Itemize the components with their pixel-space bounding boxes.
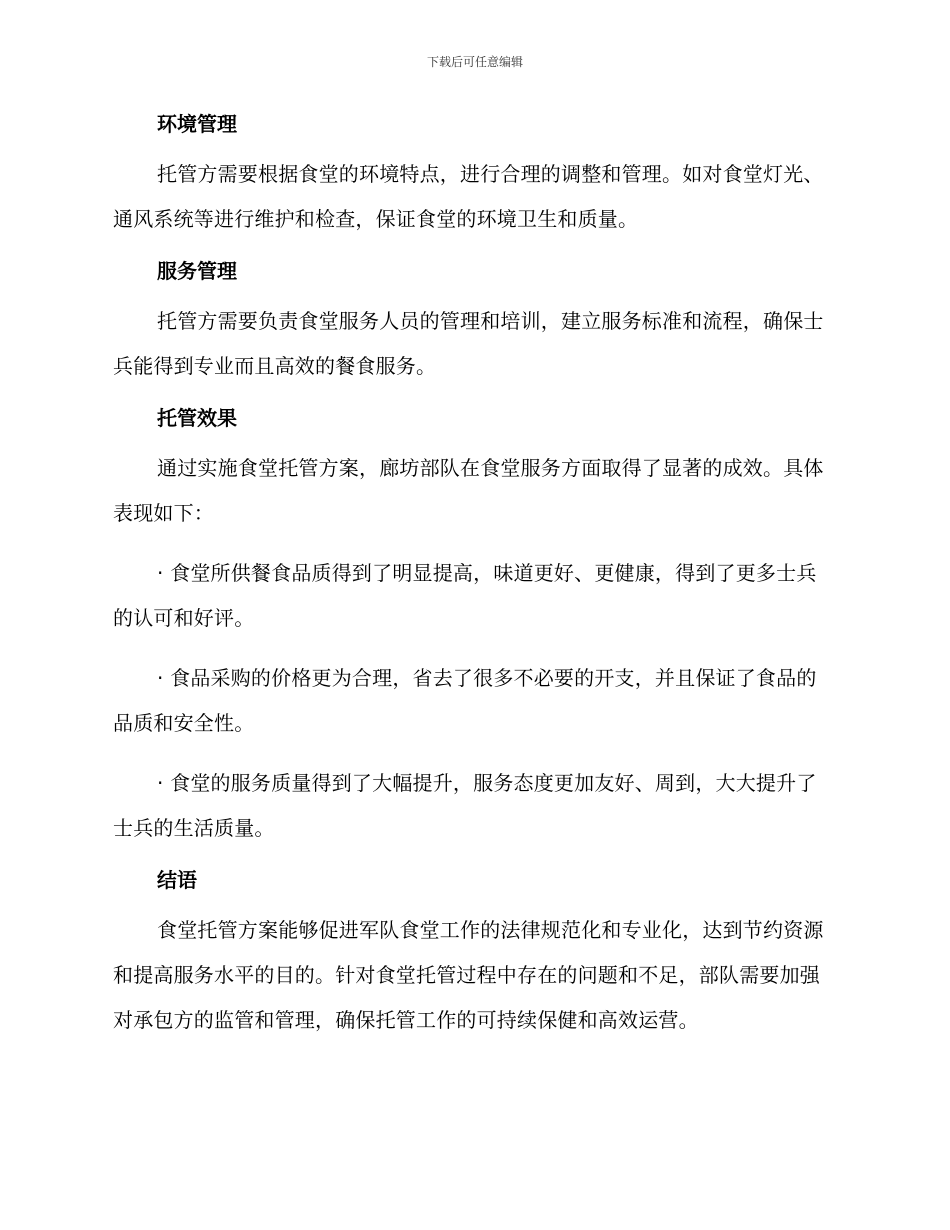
section-environment bbox=[113, 110, 833, 242]
paragraph: 通过实施食堂托管方案，廊坊部队在食堂服务方面取得了显著的成效。具体表现如下： bbox=[113, 456, 824, 525]
bullet-paragraph: · 食堂的服务质量得到了大幅提升，服务态度更加友好、周到，大大提升了士兵的生活质量。 bbox=[113, 771, 817, 840]
document-body bbox=[113, 110, 833, 1053]
paragraph: 食堂托管方案能够促进军队食堂工作的法律规范化和专业化，达到节约资源和提高服务水平的目的。针对食堂托管过程中存在的问题和不足，部队需要加强对承包方的监管和管理，确保托管工作的可持续保健和高效运营。 bbox=[113, 918, 824, 1032]
section-conclusion bbox=[113, 866, 833, 1043]
section-heading: 结语 bbox=[157, 868, 197, 892]
bullet-paragraph: · 食堂所供餐食品质得到了明显提高，味道更好、更健康，得到了更多士兵的认可和好评。 bbox=[113, 561, 817, 630]
section-effect bbox=[113, 404, 833, 851]
section-heading: 环境管理 bbox=[157, 112, 237, 136]
section-heading: 服务管理 bbox=[157, 259, 237, 283]
paragraph: 托管方需要负责食堂服务人员的管理和培训，建立服务标准和流程，确保士兵能得到专业而且高效的餐食服务。 bbox=[113, 309, 824, 378]
section-service bbox=[113, 257, 833, 389]
paragraph: 托管方需要根据食堂的环境特点，进行合理的调整和管理。如对食堂灯光、通风系统等进行维护和检查，保证食堂的环境卫生和质量。 bbox=[113, 162, 824, 231]
header-note: 下载后可任意编辑 bbox=[426, 55, 523, 69]
section-heading: 托管效果 bbox=[157, 406, 237, 430]
bullet-paragraph: · 食品采购的价格更为合理，省去了很多不必要的开支，并且保证了食品的品质和安全性。 bbox=[113, 666, 817, 735]
